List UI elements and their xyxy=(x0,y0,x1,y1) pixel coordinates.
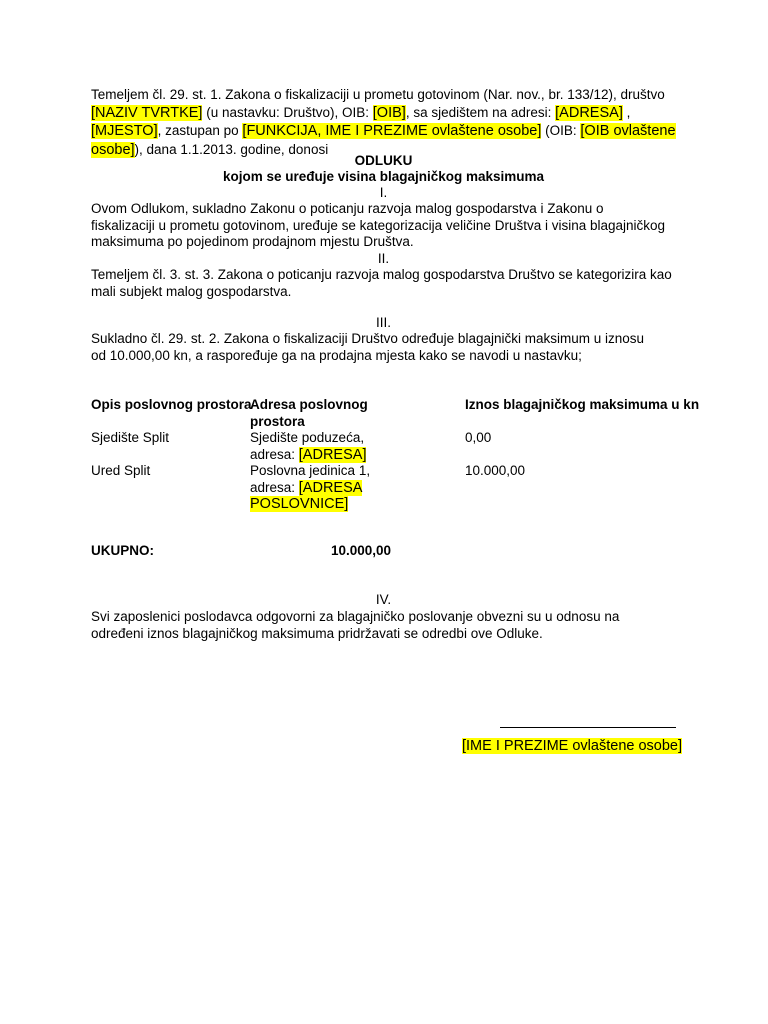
table-header: Adresa poslovnog prostora xyxy=(250,397,368,429)
intro-text: , zastupan po xyxy=(157,123,243,138)
placeholder-branch-address: [ADRESA POSLOVNICE] xyxy=(250,479,363,512)
intro-text: (OIB: xyxy=(541,123,581,138)
section-number: IV. xyxy=(375,592,392,607)
table-cell-address xyxy=(250,430,380,463)
table-header: Opis poslovnog prostora xyxy=(91,397,252,412)
section-number: III. xyxy=(375,315,391,330)
section-4-text: Svi zaposlenici poslodavca odgovorni za blagajničko poslovanje obvezni su u odnosu na određeni iznos blagajničkog maksimuma pridržavati se odredbi ove Odluke. xyxy=(91,609,620,641)
table-cell-amount: 0,00 xyxy=(465,430,492,445)
table-cell-amount: 10.000,00 xyxy=(465,463,526,478)
address-text: Sjedište poduzeća, adresa: xyxy=(250,430,365,462)
signature-line xyxy=(500,727,676,728)
section-number: II. xyxy=(377,251,390,266)
placeholder-signatory: [IME I PREZIME ovlaštene osobe] xyxy=(462,738,683,754)
intro-text: ), dana 1.1.2013. godine, donosi xyxy=(134,141,329,157)
placeholder-address: [ADRESA] xyxy=(298,446,367,463)
total-value: 10.000,00 xyxy=(331,543,392,558)
intro-text: (u nastavku: Društvo), OIB: xyxy=(202,104,373,120)
placeholder-representative: [FUNKCIJA, IME I PREZIME ovlaštene osobe] xyxy=(242,123,542,139)
intro-text: , xyxy=(622,104,631,120)
total-label: UKUPNO: xyxy=(91,543,154,558)
section-3-text: Sukladno čl. 29. st. 2. Zakona o fiskalizaciji Društvo određuje blagajnički maksimum u iznosu od 10.000,00 kn, a raspoređuje ga na prodajna mjesta kako se navodi u nastavku; xyxy=(91,331,645,363)
signature-placeholder xyxy=(462,738,682,755)
intro-text: Temeljem čl. 29. st. 1. Zakona o fiskalizaciji u prometu gotovinom (Nar. nov., br. 133/12), društvo xyxy=(91,87,665,102)
document-subtitle: kojom se uređuje visina blagajničkog maksimuma xyxy=(222,169,545,184)
intro-paragraph xyxy=(91,86,691,159)
placeholder-representative-oib: [OIB ovlaštene osobe] xyxy=(91,123,676,158)
intro-text: , sa sjedištem na adresi: xyxy=(405,104,556,120)
document-title: ODLUKU xyxy=(354,153,413,168)
table-header: Iznos blagajničkog maksimuma u kn xyxy=(465,397,700,412)
section-number: I. xyxy=(379,185,388,200)
table-cell-description: Sjedište Split xyxy=(91,430,170,445)
section-2-text: Temeljem čl. 3. st. 3. Zakona o poticanju razvoja malog gospodarstva Društvo se kategorizira kao mali subjekt malog gospodarstva. xyxy=(91,267,672,299)
placeholder-address: [ADRESA] xyxy=(555,104,623,121)
placeholder-city: [MJESTO] xyxy=(91,123,158,139)
placeholder-oib: [OIB] xyxy=(372,104,406,121)
placeholder-company-name: [NAZIV TVRTKE] xyxy=(91,104,203,121)
address-text: Poslovna jedinica 1, adresa: xyxy=(250,463,371,495)
table-cell-description: Ured Split xyxy=(91,463,151,478)
table-cell-address xyxy=(250,463,380,513)
section-1-text: Ovom Odlukom, sukladno Zakonu o poticanju razvoja malog gospodarstva i Zakonu o fiskalizaciji u prometu gotovinom, uređuje se kategorizacija veličine Društva i visina blagajničkog maksimuma po pojedinom prodajnom mjestu Društva. xyxy=(91,201,666,249)
